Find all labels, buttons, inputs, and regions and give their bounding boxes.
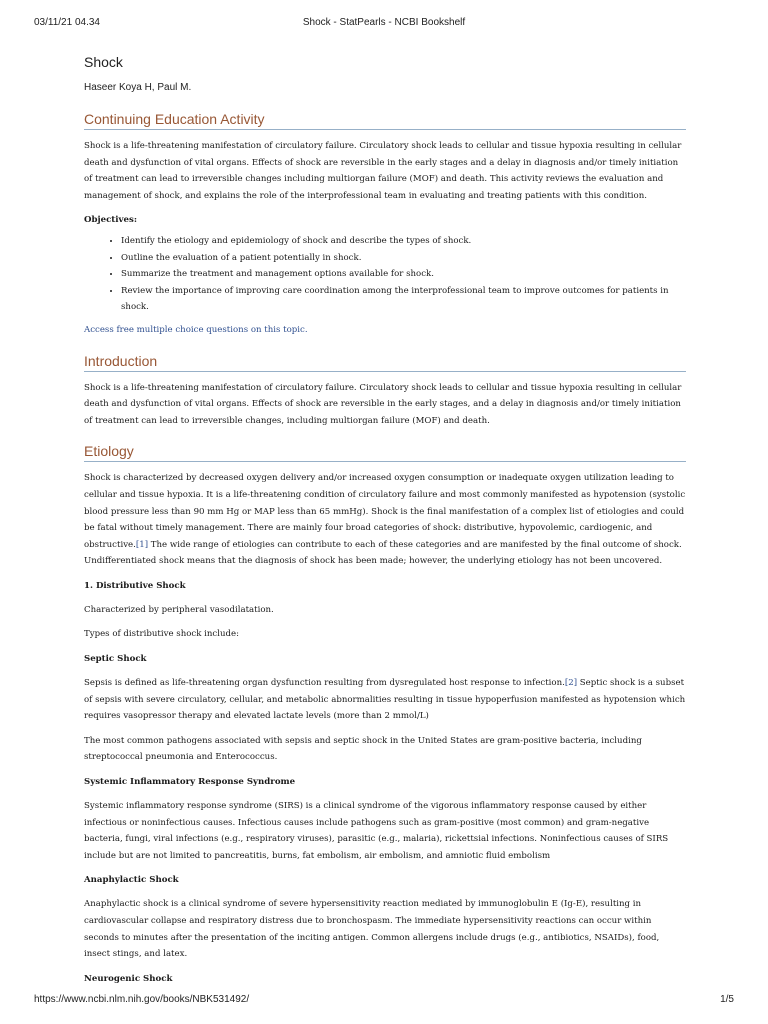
pathogens-para: The most common pathogens associated with sepsis and septic shock in the United States are gram-positive bacteria, including streptococcal pneumonia and Enterococcus. xyxy=(84,735,642,763)
objectives-label: Objectives: xyxy=(84,215,138,226)
print-footer xyxy=(34,994,734,1008)
article xyxy=(84,50,686,1001)
neurogenic-shock-heading: Neurogenic Shock xyxy=(84,973,173,984)
etiology-para-1-text-a: Shock is characterized by decreased oxygen delivery and/or increased oxygen consumption or inadequate oxygen utilization leading to cellular and tissue hypoxia. It is a life-threatening condition of circulatory failure and most commonly manifested as hypotension (systolic blood pressure less than 90 mm Hg or MAP less than 65 mmHg). Shock is the final manifestation of a complex list of etiologies and could be fatal without timely management. There are mainly four broad categories of shock: distributive, hypovolemic, cardiogenic, and obstructive. xyxy=(84,473,686,550)
objective-item: • Outline the evaluation of a patient potentially in shock. xyxy=(121,250,686,267)
section-heading-etiology: Etiology xyxy=(84,443,686,462)
section-introduction xyxy=(84,353,686,430)
objectives-heading xyxy=(84,212,686,229)
section-heading-cea: Continuing Education Activity xyxy=(84,111,686,130)
septic-para-text-a: Sepsis is defined as life-threatening organ dysfunction resulting from dysregulated host response to infection. xyxy=(84,678,565,689)
section-heading-introduction: Introduction xyxy=(84,353,686,372)
reference-link-1[interactable]: [1] xyxy=(135,539,149,550)
objective-item: • Identify the etiology and epidemiology of shock and describe the types of shock. xyxy=(121,233,686,250)
objective-item: • Summarize the treatment and management options available for shock. xyxy=(121,266,686,283)
print-header xyxy=(34,17,734,31)
distributive-shock-heading: 1. Distributive Shock xyxy=(84,580,186,591)
objectives-list xyxy=(84,233,686,316)
print-datetime: 03/11/21 04.34 xyxy=(34,17,100,28)
introduction-body: Shock is a life-threatening manifestation of circulatory failure. Circulatory shock leads to cellular and tissue hypoxia resulting in cellular death and dysfunction of vital organs. Effects of shock are reversible in the early stages, and a delay in diagnosis and/or timely initiation of treatment can lead to irreversible changes, including multiorgan failure (MOF) and death. xyxy=(84,382,682,426)
distributive-types-intro: Types of distributive shock include: xyxy=(84,629,240,640)
anaphylactic-para: Anaphylactic shock is a clinical syndrome of severe hypersensitivity reaction mediated by immunoglobulin E (Ig-E), resulting in cardiovascular collapse and respiratory distress due to bronchospasm. The immediate hypersensitivity reactions can occur within seconds to minutes after the presentation of the inciting antigen. Common allergens include drugs (e.g., antibiotics, NSAIDs), food, insect stings, and latex. xyxy=(84,899,660,960)
anaphylactic-shock-heading: Anaphylactic Shock xyxy=(84,875,179,886)
etiology-para-1-text-b: The wide range of etiologies can contribute to each of these categories and are manifested by the final outcome of shock. Undifferentiated shock means that the diagnosis of shock has been made; however, the underlying etiology has not been uncovered. xyxy=(84,539,682,567)
objective-item: • Review the importance of improving care coordination among the interprofessional team to improve outcomes for patients in shock. xyxy=(121,283,686,316)
print-page-title: Shock - StatPearls - NCBI Bookshelf xyxy=(302,17,466,28)
septic-shock-heading: Septic Shock xyxy=(84,654,147,665)
septic-para xyxy=(84,675,686,725)
distributive-desc: Characterized by peripheral vasodilatation. xyxy=(84,604,274,615)
authors: Haseer Koya H, Paul M. xyxy=(84,82,192,93)
sirs-para: Systemic inflammatory response syndrome (SIRS) is a clinical syndrome of the vigorous inflammatory response caused by either infectious or noninfectious causes. Infectious causes include pathogens such as gram-positive (most common) and gram-negative bacteria, fungi, viral infections (e.g., respiratory viruses), parasitic (e.g., malaria), rickettsial infections. Noninfectious causes of SIRS include but are not limited to pancreatitis, burns, fat embolism, air embolism, and amniotic fluid embolism xyxy=(84,801,669,861)
print-url: https://www.ncbi.nlm.nih.gov/books/NBK531492/ xyxy=(34,994,250,1005)
cea-body: Shock is a life-threatening manifestation of circulatory failure. Circulatory shock leads to cellular and tissue hypoxia resulting in cellular death and dysfunction of vital organs. Effects of shock are reversible in the early stages and a delay in diagnosis and/or timely initiation of treatment can lead to irreversible changes including multiorgan failure (MOF) and death. This activity reviews the evaluation and management of shock, and explains the role of the interprofessional team in evaluating and treating patients with this condition. xyxy=(84,141,682,201)
section-etiology xyxy=(84,443,686,986)
reference-link-2[interactable]: [2] xyxy=(564,678,578,689)
septic-para-text-b: Septic shock is a subset of sepsis with severe circulatory, cellular, and metabolic abnormalities resulting in tissue hypoperfusion manifested as hypotension which requires vasopressor therapy and elevated lactate levels (more than 2 mmol/L) xyxy=(84,678,686,722)
sirs-heading: Systemic Inflammatory Response Syndrome xyxy=(84,777,296,788)
print-page-number: 1/5 xyxy=(720,994,734,1005)
mcq-link[interactable]: Access free multiple choice questions on this topic. xyxy=(84,324,308,335)
section-continuing-education xyxy=(84,111,686,339)
page-title: Shock xyxy=(84,54,123,70)
etiology-para-1 xyxy=(84,470,686,570)
